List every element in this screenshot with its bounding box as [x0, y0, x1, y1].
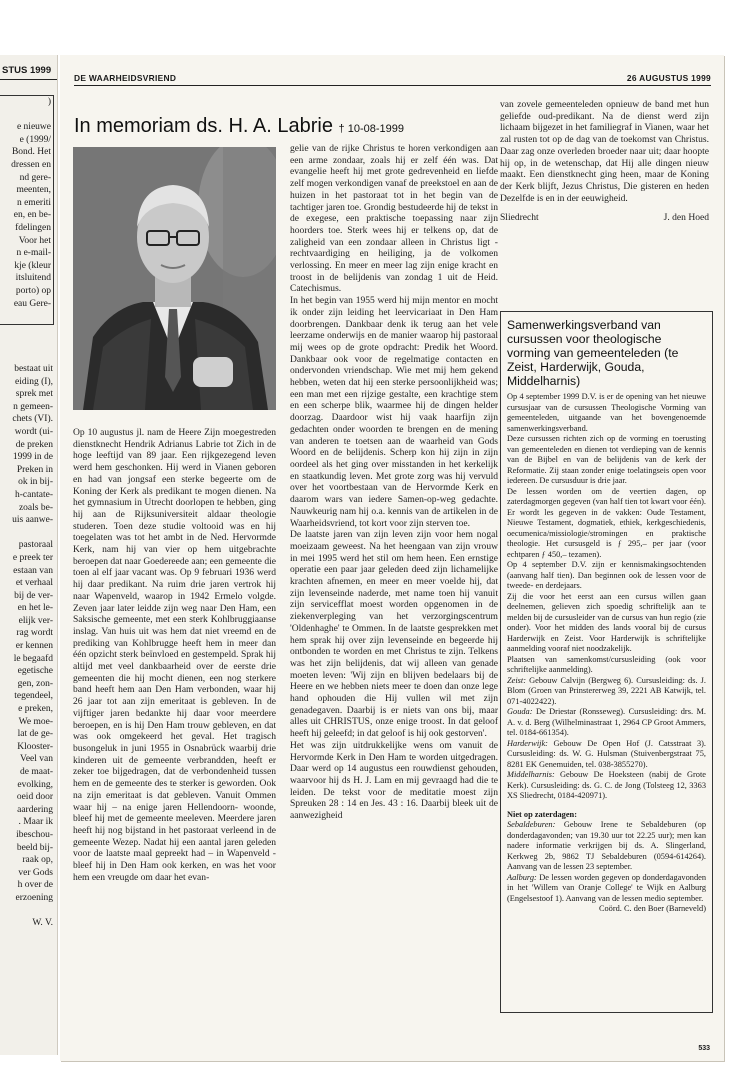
previous-page-line: bestaat uit	[14, 364, 53, 374]
article-title-text: In memoriam ds. H. A. Labrie	[74, 115, 333, 137]
previous-page-line: )	[47, 97, 51, 107]
location-entry	[507, 707, 706, 739]
issue-date: 26 AUGUSTUS 1999	[626, 73, 711, 83]
previous-page-line: kje (kleur	[14, 260, 51, 271]
previous-page-line: uis aanwe-	[12, 515, 53, 526]
not-saturday-heading: Niet op zaterdagen:	[507, 809, 577, 819]
previous-page-line: chets (VI).	[12, 414, 53, 425]
previous-page-line: h-cantate-	[15, 489, 53, 500]
notice-paragraph: Zij die voor het eerst aan een cursus willen gaan deelnemen, gelieven zich spoedig schriftelijk aan te melden bij de cursusleider van de cursus van hun regio (zie onder). Voor het midden des lands vooral bij de cursus Harderwijk en Zeist. Voor Harderwijk is schriftelijke aanmelding vooraf niet noodzakelijk.	[507, 591, 706, 653]
article-paragraph: van zovele gemeenteleden opnieuw de band met hun geliefde oud-predikant. Na de dienst werd zijn lichaam bijgezet in het familiegraf in Vianen, waar het zal rusten tot op de dag van de toekomst van Christus. Daar zag onze overleden broeder naar uit; daar hoopte hij op, in de wetenschap, dat Hij alle dingen nieuw maakt. Een dienstknecht ging heen, maar de Koning der Kerk blijft, Jezus Christus, Die gisteren en heden Dezelfde is en in der eeuwigheid.	[500, 99, 709, 204]
location-entry	[507, 676, 706, 708]
previous-page-line: et verhaal	[15, 578, 53, 589]
previous-page-line: estaan van	[13, 565, 53, 576]
previous-page-line: porto) op	[15, 285, 51, 296]
previous-page-line: ibeschou-	[16, 829, 53, 840]
location-entry	[507, 820, 706, 873]
previous-page-line: aardering	[17, 804, 53, 815]
previous-page-line: e nieuwe	[16, 122, 51, 133]
previous-page-line: We moe-	[18, 716, 53, 727]
location-place: Gouda:	[507, 707, 533, 716]
notice-body	[501, 392, 712, 915]
previous-page-line: de preken	[15, 439, 53, 450]
previous-page-line: itsluitend	[15, 273, 51, 284]
previous-page-line: Veel van	[20, 754, 53, 765]
previous-page-line: e (1999/	[19, 134, 51, 145]
location-place: Sebaldeburen:	[507, 820, 556, 829]
notice-paragraph: De lessen worden om de veertien dagen, op zaterdagmorgen gegeven (van half tien tot kwart voor één). Er wordt les gegeven in de vakken: Oude Testament, Nieuwe Testament, dogmatiek, ethiek, kerkgeschiedenis, oecumenica/missiologie/stromingen en praktische theologie. Het cursusgeld is ƒ 295,– per jaar (voor echtparen ƒ 450,– tezamen).	[507, 486, 706, 559]
previous-page-running-head: STUS 1999	[2, 65, 52, 76]
location-place: Aalburg:	[507, 872, 537, 882]
previous-page-line: h over de	[17, 880, 53, 891]
previous-page-line: W. V.	[32, 918, 53, 929]
location-text: De lessen worden gegeven op donderdagavonden in het 'Willem van Oranje College' te Wijk en Aalburg (Engelsestoof 1). Aanvang van de lessen medio september.	[507, 872, 706, 903]
running-head	[74, 73, 711, 83]
previous-page-line: dressen en	[11, 159, 51, 170]
previous-page-box	[0, 95, 54, 325]
previous-page-line: tegendeel,	[14, 691, 53, 702]
previous-page-line: ver Gods	[18, 867, 53, 878]
notice-paragraph: Op 4 september D.V. zijn er kennismakingsochtenden (aanvang half tien). Dan beginnen ook de lessen voor de tweede- en derdejaars.	[507, 560, 706, 590]
header-rule	[74, 85, 711, 86]
location-entry	[507, 873, 706, 905]
previous-page-line: eau Gere-	[13, 298, 51, 309]
article-column-1	[73, 427, 276, 883]
notice-paragraph: Deze cursussen richten zich op de vorming en toerusting van gemeenteleden en dienen tot verdieping van de kennis van de Bijbel en van de belijdenis van de kerk der Reformatie. Zij staan zonder enige toelatingseis open voor iedereen. De cursusduur is drie jaar.	[507, 434, 706, 485]
previous-page-line: er kennen	[15, 641, 53, 652]
magazine-page	[60, 55, 724, 1061]
previous-page-line: zoals be-	[18, 502, 53, 513]
previous-page-line: evolking,	[17, 779, 53, 790]
previous-page-box-text	[0, 96, 53, 310]
previous-page-line: de maat-	[20, 767, 53, 777]
previous-page-line: Preken in	[16, 464, 53, 475]
location-text: Gebouw De Open Hof (J. Catsstraat 3). Cursusleiding: ds. W. G. Hulsman (Stuivenbergstraat 75, 8281 EK Genemuiden, tel. 038-3855270).	[507, 738, 706, 769]
article-title	[74, 115, 504, 138]
previous-page-column-text	[0, 363, 55, 930]
previous-page-line: . Maar ik	[18, 817, 53, 828]
location-text: Gebouw Calvijn (Bergweg 6). Cursusleiding: ds. J. Blom (Groen van Prinstererweg 39, 2221 AB Katwijk, tel. 071-4022422).	[507, 675, 706, 706]
page-number: 533	[698, 1045, 710, 1052]
article-paragraph: De laatste jaren van zijn leven zijn voor hem nogal moeizaam geweest. Na het heengaan van zijn vrouw in mei 1995 werd het stil om hem heen. Een ernstige operatie een paar jaar geleden deed zijn lichamelijke krachten afnemen, en meer en meer voelde hij, dat zijn levenseinde naderde, met name toen hij vanuit zijn servicefflat moest worden opgenomen in de ziekenverpleging van het verzorgingscentrum 'Oldenhaghe' te Ommen. In de laatste gesprekken met hem sprak hij over zijn levenseinde en begeerde hij ontbonden te worden en met Christus te zijn. Telkens was het zijn belijdenis, dat wij alleen van genade moeten leven: 'Wij zijn en blijven bedelaars bij de Heere en we hebben niets meer te doen dan onze lege hand ophouden die Hij vullen wil met zijn genadegaven. Daarbij is er niets van ons bij, maar alles uit CHRISTUS, onze enige troost. In dat geloof heeft hij geleefd; in dat geloof is hij ook gestorven'.	[290, 529, 498, 740]
previous-page-line: en het le-	[17, 603, 53, 614]
previous-page-line: en, en be-	[13, 210, 51, 221]
previous-page-line: meenten,	[16, 185, 51, 196]
previous-page-line: rag wordt	[16, 628, 53, 639]
death-date: † 10-08-1999	[338, 123, 404, 135]
notice-box	[500, 311, 713, 1013]
previous-page-rule	[0, 79, 57, 80]
previous-page-line: e preken,	[18, 704, 53, 715]
location-place: Middelharnis:	[507, 770, 555, 779]
previous-page-line: e preek ter	[12, 552, 53, 563]
location-text: Gebouw De Hoeksteen (nabij de Grote Kerk). Cursusleiding: ds. G. C. de Jong (Tolsteeg 12, 3363 XS Sliedrecht, 0184-420971).	[507, 770, 706, 800]
publication-name: DE WAARHEIDSVRIEND	[74, 73, 177, 83]
previous-page-line: bij de ver-	[14, 590, 53, 601]
previous-page-line: beeld bij-	[16, 842, 53, 853]
previous-page-line: Voor het	[18, 235, 51, 246]
previous-page-line: ok in bij-	[18, 477, 53, 488]
previous-page-line: wordt (ui-	[14, 426, 53, 437]
previous-page-line: gen, zon-	[17, 678, 53, 689]
previous-page-line	[0, 905, 55, 918]
article-paragraph: In het begin van 1955 werd hij mijn mentor en mocht ik onder zijn leiding het leervicariaat in Den Ham doorbrengen. Dankbaar denk ik terug aan het vele leerzame onderwijs en de manier waarop hij pastoraal mij wees op de grote opdracht: Predik het Woord. Dankbaar ook voor de regelmatige contacten en ondervonden vriendschap. Wie met mij hem gekend hebben, weten dat hij een sterke persoonlijkheid was; een man met een rijzige gestalte, een krachtige stem en een scherpe blik, waarmee hij de dingen helder doorzag. Daardoor wist hij vaak haarfijn zijn gedachten onder woorden te brengen en de mening van anderen te toetsen aan de waarheid van Gods Woord en de belijdenis. Scherp kon hij zijn in zijn oordeel als het ging over misstanden in het kerkelijk en staatkundig leven. Met grote zorg was hij vervuld over het voortbestaan van de Hervormde Kerk en daarom wars van iedere Samen-op-weg gedachte. Nauwkeurig nam hij o.a. kennis van de artikelen in de Waarheidsvriend, tot kort voor zijn sterven toe.	[290, 295, 498, 529]
previous-page-line: raak op,	[22, 855, 53, 866]
notice-title: Samenwerkingsverband van cursussen voor theologische vorming van gemeenteleden (te Zeist, Harderwijk, Gouda, Middelharnis)	[507, 318, 679, 388]
location-entry	[507, 739, 706, 771]
notice-paragraph: Plaatsen van samenkomst/cursusleiding (ook voor schriftelijke aanmelding).	[507, 654, 706, 674]
previous-page-line: n e-mail-	[16, 248, 51, 259]
previous-page-line	[0, 527, 55, 540]
previous-page-line: n gemeen-	[13, 401, 53, 412]
previous-page-line: sprek met	[15, 389, 53, 400]
previous-page-line: fdelingen	[15, 222, 51, 233]
sign-place: Sliedrecht	[500, 212, 539, 224]
previous-page-line: nd gere-	[19, 172, 51, 183]
previous-page-line: erzoening	[15, 892, 53, 903]
location-place: Zeist:	[507, 675, 527, 685]
article-column-3	[500, 99, 709, 224]
previous-page-line: egetische	[17, 666, 53, 677]
article-column-2	[290, 143, 498, 822]
article-paragraph: Het was zijn uitdrukkelijke wens om vanuit de Hervormde Kerk in Den Ham te worden uitgedragen. Daar werd op 14 augustus een rouwdienst gehouden, waarvoor hij ds H. J. Lam en mij gevraagd had die te leiden. De tekst voor de meditatie moest zijn Spreuken 28 : 14 en Jes. 43 : 16. Daarbij bleek uit de aanwezigheid	[290, 739, 498, 822]
previous-page-line: lat de ge-	[17, 729, 53, 740]
previous-page-line: 1999 in de	[12, 452, 53, 463]
previous-page-line: Klooster-	[17, 741, 53, 752]
previous-page-line: n emeriti	[16, 197, 51, 208]
sign-author: J. den Hoed	[663, 212, 709, 224]
location-text: De Driestar (Ronsseweg). Cursusleiding: drs. M. A. v. d. Berg (Wilhelminastraat 1, 2964 CP Groot Ammers, tel. 0184-661354).	[507, 707, 706, 737]
signature-line	[500, 212, 709, 224]
article-paragraph: gelie van de rijke Christus te horen verkondigen aan een arme zondaar, zoals hij er zelf één was. Dat evangelie heeft hij met grote gedrevenheid en liefde zelf mogen verkondigen vanaf de preekstoel en aan de huizen in het pastoraat tot in het begin van de tachtiger jaren toe. Grondig bestudeerde hij de tekst in de exegese, een praktische toepassing naar zijn hoorders toe. Sterk wees hij er telkens op, dat de zaligheid van een zondaar alleen in Christus ligt - rechtvaardiging en heiliging, ja de volkomen verlossing. En meer en meer lag zijn enige kracht en troost in de belijdenis van zondag 1 uit de Heid. Catechismus.	[290, 143, 498, 295]
article-paragraph: Op 10 augustus jl. nam de Heere Zijn moegestreden dienstknecht Hendrik Adrianus Labrie tot Zich in de hoge leeftijd van 89 jaar. Een rijkgezegend leven werd hem geschonken. Hij werd in Vianen geboren en had van jongsaf een sterke begeerte om de Koning der Kerk als predikant te mogen dienen. Na het gymnasium in Utrecht doorlopen te hebben, ging hij aan de Rijksuniversiteit aldaar theologie studeren. Toen deze studie voltooid was en hij toegelaten was tot het ambt in de Ned. Hervormde Kerk, nam hij van vier op hem uitgebrachte beroepen dat naar Goedereede aan; een gemeente die toen al elf jaar vacant was. Op 9 februari 1936 werd hij daar predikant. Na ruim drie jaren vertrok hij naar Wapenveld, waarop in 1942 Ermelo volgde. Zeven jaar later leidde zijn weg naar Den Ham, een Saksische gemeente, met een sterk Kohlbruggiaanse inslag. Van huis uit was hem dat niet vreemd en de prediking van Kohlbrugge heeft hem in meer dan één opzicht sterk beïnvloed en gestempeld. Sprak hij altijd met veel dankbaarheid over de eerste drie gemeenten die hij mocht dienen, een nog sterkere band heeft hem aan Den Ham verbonden, waar hij 26 jaar tot aan zijn emeritaat is gebleven. In de vijftiger jaren bedankte hij daar voor meerdere beroepen, en is hij Den Ham trouw gebleven, en dat was ook omgekeerd het geval. Het tragisch busongeluk in juni 1955 in Osnabrück waarbij drie kinderen uit de gemeente verbrandden, heeft er zeker toe bijgedragen, dat de verbondenheid tussen hem en de gemeente des te sterker is geworden. Ook na zijn emeritaat is dat gebleven. Vanuit Ommen waar hij – na enige jaren Hellendoorn- woonde, bleef hij met de gemeente meeleven. Meerdere jaren heeft hij nog bijstand in het pastoraat verleend in de gemeente Wezep. Nadat hij een aantal jaren geleden voor de laatste maal gepreekt had – in Wapenveld - bleef hij in Den Ham ook kerken, en was het voor hem een vreugde om daar het evan-	[73, 427, 276, 883]
notice-paragraph: Op 4 september 1999 D.V. is er de opening van het nieuwe cursusjaar van de cursussen Theologische Vorming van gemeenteleden, uitgaande van het bovengenoemde samenwerkingsverband.	[507, 392, 706, 433]
location-entry	[507, 770, 706, 802]
previous-page-line: Bond. Het	[11, 147, 51, 158]
coordinator: Coörd. C. den Boer (Barneveld)	[598, 904, 706, 913]
previous-page-line: pastoraal	[18, 540, 53, 551]
location-text: Gebouw Irene te Sebaldeburen (op donderdagavonden; van 19.30 uur tot 22.25 uur); men kan nadere informatie verkrijgen bij ds. A. Slingerland, Kerkweg 2b, 9862 TJ Sebaldeburen (0594-614264). Aanvang van de lessen 23 september.	[507, 820, 706, 871]
previous-page-line: le begaafd	[13, 653, 53, 664]
previous-page-line: oeid door	[16, 792, 53, 803]
location-place: Harderwijk:	[507, 738, 548, 748]
previous-page-line	[0, 109, 53, 122]
portrait-photo	[73, 147, 276, 410]
previous-page-line: elijk ver-	[18, 615, 53, 626]
previous-page-strip	[0, 55, 58, 1055]
previous-page-line: eiding (I),	[15, 376, 53, 387]
